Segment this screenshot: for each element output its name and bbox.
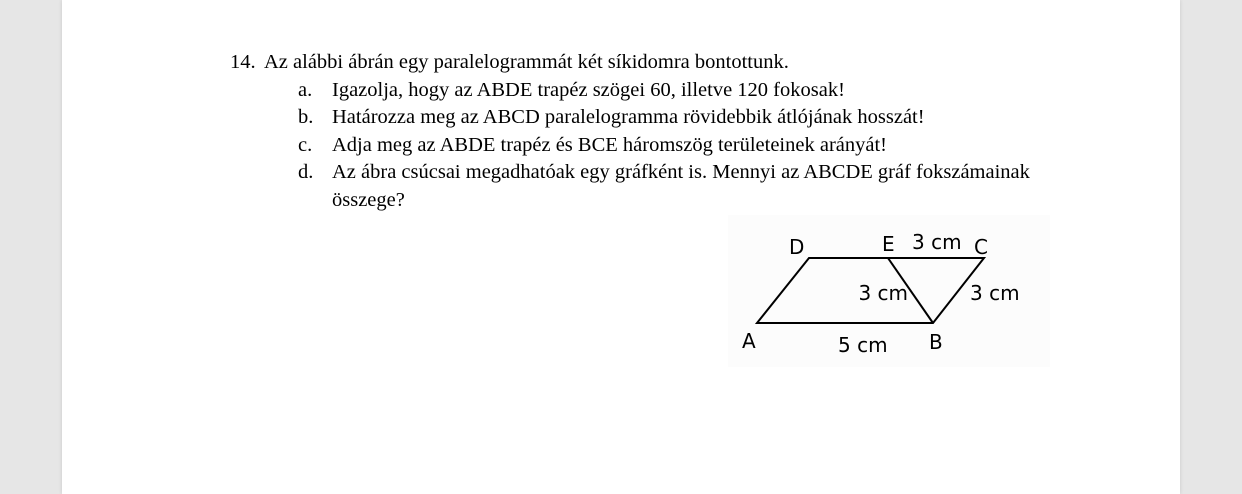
subquestion-letter: d. xyxy=(298,161,314,183)
subquestion-text: Az ábra csúcsai megadhatóak egy gráfként is. Mennyi az ABCDE gráf fokszámainak összege? xyxy=(332,161,1030,211)
vertex-label-a: A xyxy=(742,329,756,353)
subquestion-c xyxy=(298,132,1110,160)
length-label-ec: 3 cm xyxy=(912,230,962,254)
subquestion-a xyxy=(298,77,1110,105)
problem-14 xyxy=(230,49,1110,214)
figure-svg xyxy=(728,215,1050,367)
vertex-label-e: E xyxy=(882,232,895,256)
vertex-label-d: D xyxy=(789,235,805,259)
subquestion-letter: a. xyxy=(298,78,313,101)
subquestion-text: Adja meg az ABDE trapéz és BCE háromszög területeinek arányát! xyxy=(332,133,888,156)
vertex-label-b: B xyxy=(929,330,943,354)
subquestion-b xyxy=(298,104,1110,132)
problem-stem-text: Az alábbi ábrán egy paralelogrammát két síkidomra bontottunk. xyxy=(264,51,789,73)
subquestion-d xyxy=(298,159,1110,214)
subquestion-text: Határozza meg az ABCD paralelogramma rövidebbik átlójának hosszát! xyxy=(332,106,925,128)
parallelogram-figure xyxy=(728,215,1050,367)
document-page xyxy=(62,0,1180,494)
problem-stem xyxy=(230,49,1110,77)
problem-number: 14. xyxy=(230,51,256,73)
vertex-label-c: C xyxy=(974,235,988,259)
length-label-ab: 5 cm xyxy=(838,333,888,357)
subquestion-text: Igazolja, hogy az ABDE trapéz szögei 60, illetve 120 fokosak! xyxy=(332,78,845,101)
subquestion-letter: b. xyxy=(298,106,314,128)
subquestion-list xyxy=(298,77,1110,215)
subquestion-letter: c. xyxy=(298,133,313,156)
length-label-eb: 3 cm xyxy=(858,281,908,305)
length-label-bc: 3 cm xyxy=(970,281,1020,305)
